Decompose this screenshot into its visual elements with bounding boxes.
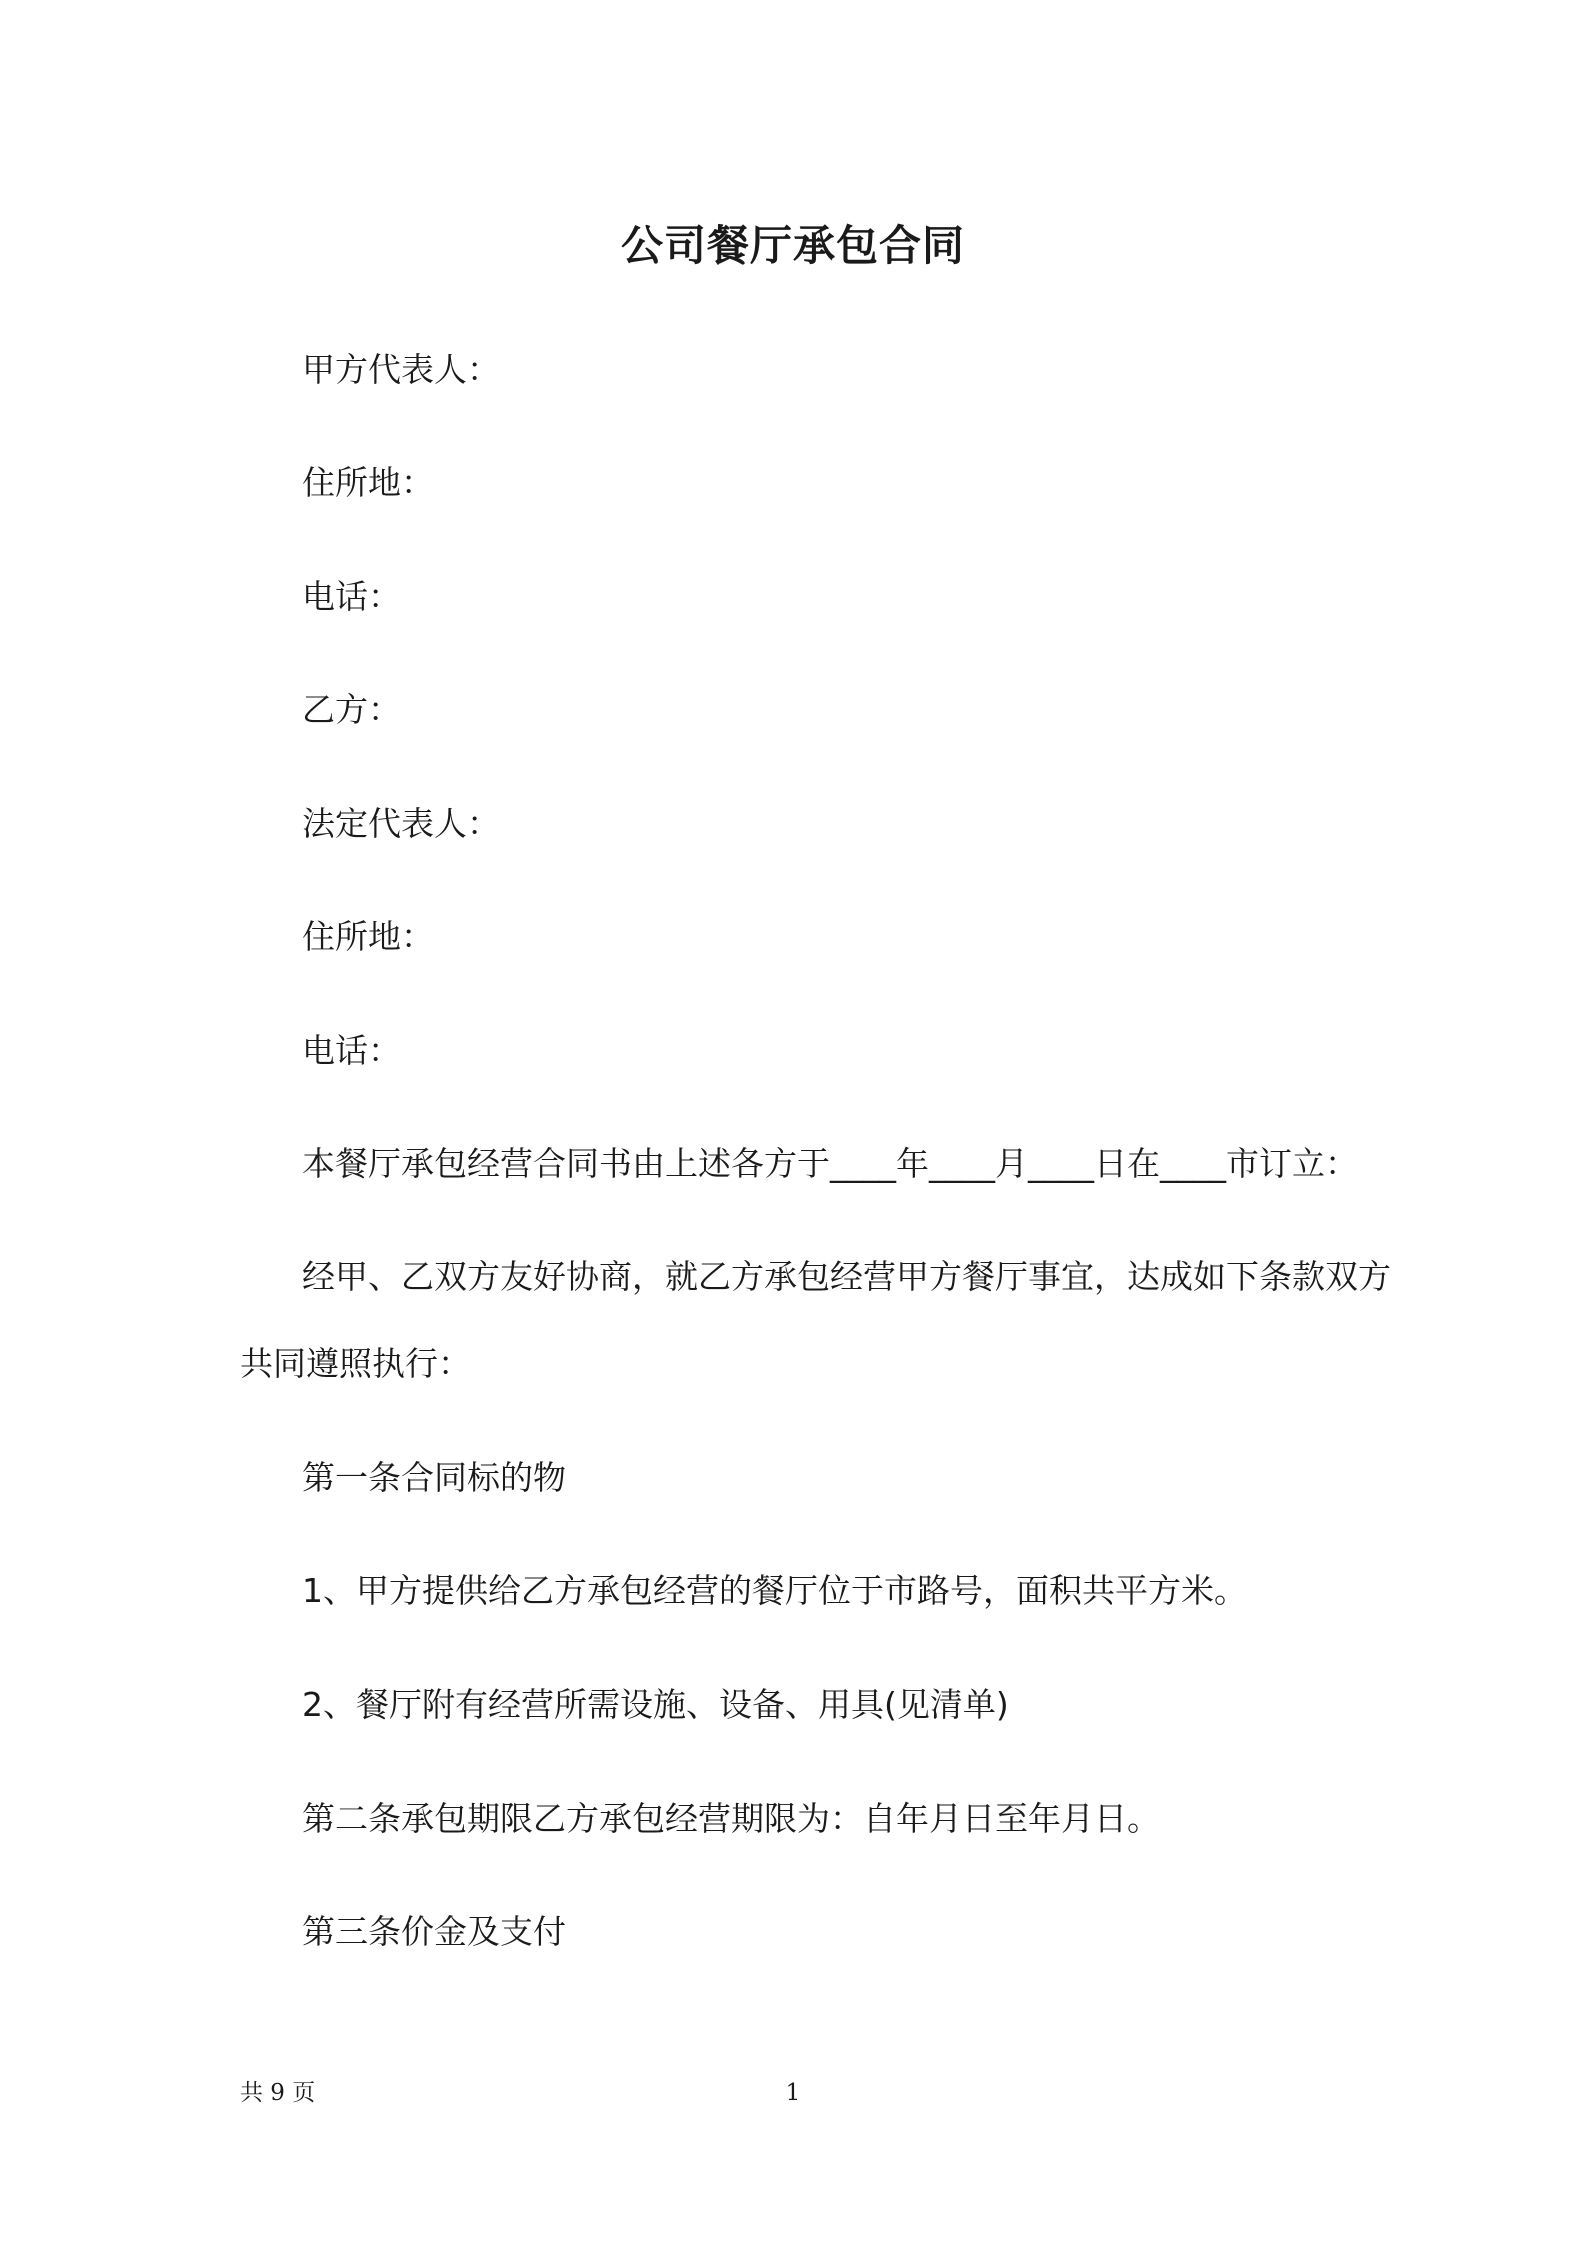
agreement-paragraph-line-1: 经甲、乙双方友好协商，就乙方承包经营甲方餐厅事宜，达成如下条款双方 xyxy=(302,1257,1391,1296)
party-a-address: 住所地： xyxy=(302,463,434,502)
party-b: 乙方： xyxy=(302,690,401,729)
article-1-clause-2: 2、餐厅附有经营所需设施、设备、用具(见清单) xyxy=(302,1685,1009,1724)
party-a-representative: 甲方代表人： xyxy=(302,350,500,389)
footer-total-pages: 共 9 页 xyxy=(240,2080,316,2106)
document-title: 公司餐厅承包合同 xyxy=(620,221,965,270)
contract-signing-statement: 本餐厅承包经营合同书由上述各方于____年____月____日在____市订立： xyxy=(302,1144,1358,1183)
footer-page-number: 1 xyxy=(785,2080,801,2106)
article-1-heading: 第一条合同标的物 xyxy=(302,1458,566,1497)
agreement-paragraph-line-2: 共同遵照执行： xyxy=(240,1344,471,1383)
party-b-address: 住所地： xyxy=(302,917,434,956)
article-3-heading: 第三条价金及支付 xyxy=(302,1912,566,1951)
article-1-clause-1: 1、甲方提供给乙方承包经营的餐厅位于市路号，面积共平方米。 xyxy=(302,1571,1247,1610)
party-a-phone: 电话： xyxy=(302,577,401,616)
party-b-legal-representative: 法定代表人： xyxy=(302,804,500,843)
article-2: 第二条承包期限乙方承包经营期限为：自年月日至年月日。 xyxy=(302,1799,1160,1838)
party-b-phone: 电话： xyxy=(302,1031,401,1070)
